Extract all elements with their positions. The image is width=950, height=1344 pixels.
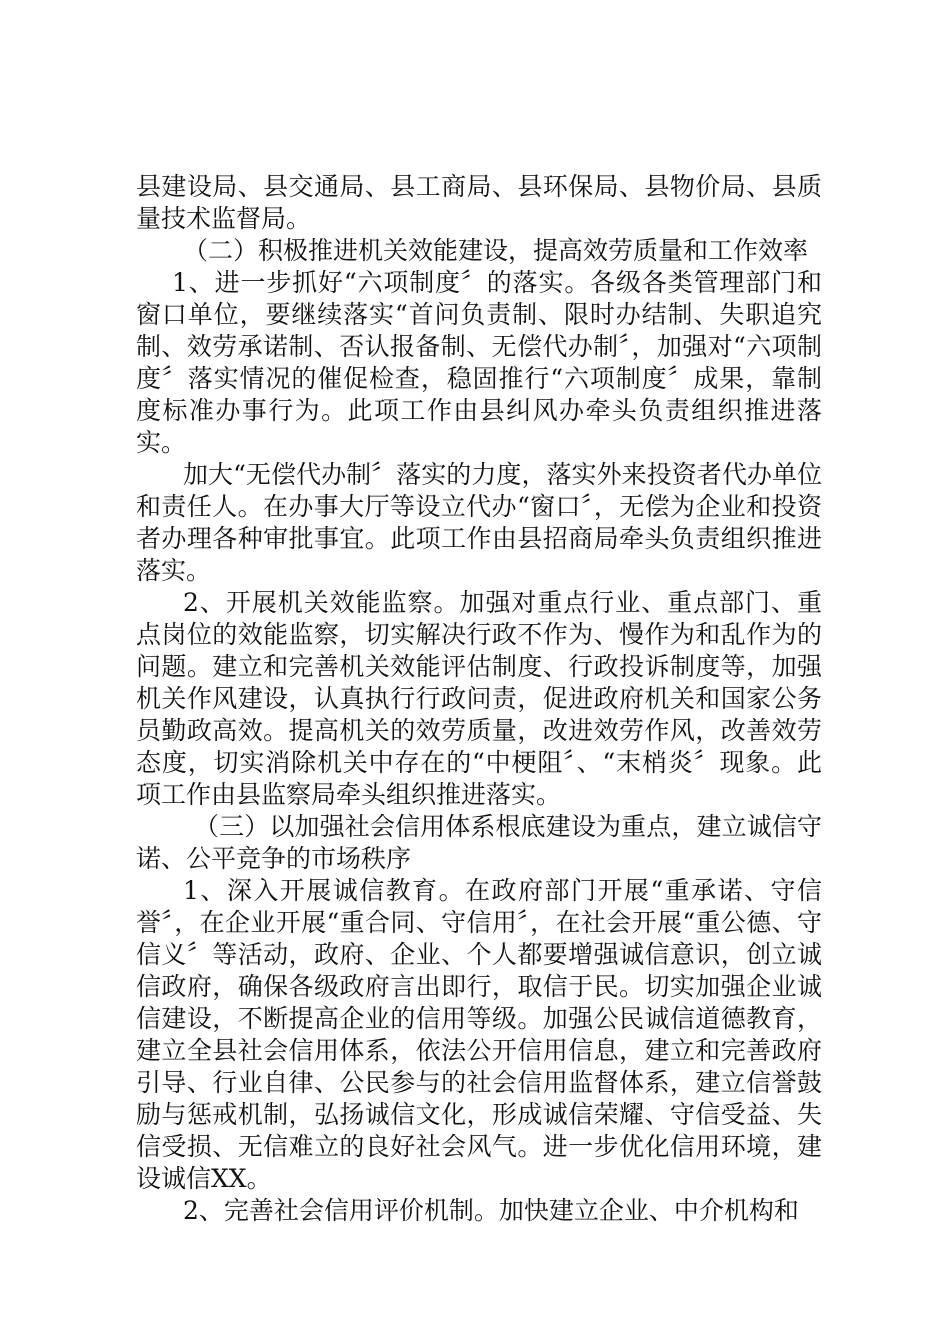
paragraph-continuation: 县建设局、县交通局、县工商局、县环保局、县物价局、县质量技术监督局。 (136, 172, 822, 233)
document-body (136, 171, 822, 1227)
paragraph-item-1: 1、进一步抓好“六项制度〞的落实。各级各类管理部门和窗口单位，要继续落实“首问负责制、限时办结制、失职追究制、效劳承诺制、否认报备制、无偿代办制〞，加强对“六项制度〞落实情况的催促检查，稳固推行“六项制度〞成果，靠制度标准办事行为。此项工作由县纠风办牵头负责组织推进落实。 (136, 268, 822, 457)
paragraph-free-agency: 加大“无偿代办制〞落实的力度，落实外来投资者代办单位和责任人。在办事大厅等设立代办“窗口〞，无偿为企业和投资者办理各种审批事宜。此项工作由县招商局牵头负责组织推进落实。 (136, 460, 822, 585)
paragraph-integrity-education: 1、深入开展诚信教育。在政府部门开展“重承诺、守信誉〞，在企业开展“重合同、守信用〞，在社会开展“重公德、守信义〞等活动，政府、企业、个人都要增强诚信意识，创立诚信政府，确保各级政府言出即行，取信于民。切实加强企业诚信建设，不断提高企业的信用等级。加强公民诚信道德教育，建立全县社会信用体系，依法公开信用信息，建立和完善政府引导、行业自律、公民参与的社会信用监督体系，建立信誉鼓励与惩戒机制，弘扬诚信文化，形成诚信荣耀、守信受益、失信受损、无信难立的良好社会风气。进一步优化信用环境，建设诚信XX。 (136, 876, 822, 1193)
paragraph-credit-evaluation: 2、完善社会信用评价机制。加快建立企业、中介机构和 (183, 1196, 799, 1225)
section-heading-2: （二）积极推进机关效能建设，提高效劳质量和工作效率 (183, 236, 809, 265)
section-heading-3: （三）以加强社会信用体系根底建设为重点，建立诚信守诺、公平竞争的市场秩序 (136, 812, 822, 873)
paragraph-item-2: 2、开展机关效能监察。加强对重点行业、重点部门、重点岗位的效能监察，切实解决行政不作为、慢作为和乱作为的问题。建立和完善机关效能评估制度、行政投诉制度等，加强机关作风建设，认真执行行政问责，促进政府机关和国家公务员勤政高效。提高机关的效劳质量，改进效劳作风，改善效劳态度，切实消除机关中存在的“中梗阻〞、“末梢炎〞现象。此项工作由县监察局牵头组织推进落实。 (136, 588, 822, 809)
